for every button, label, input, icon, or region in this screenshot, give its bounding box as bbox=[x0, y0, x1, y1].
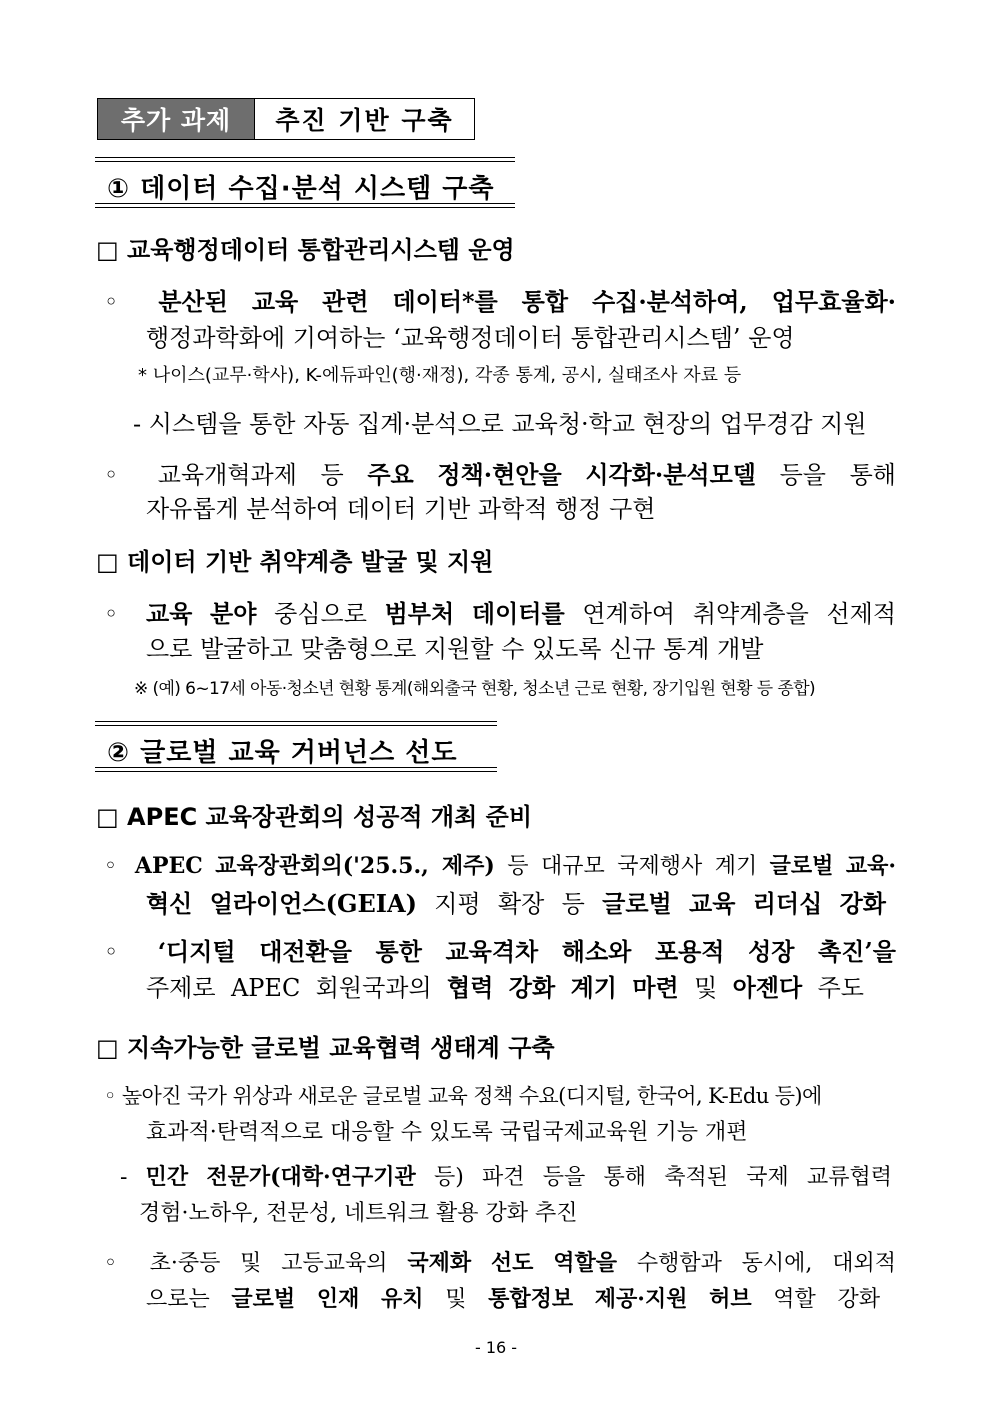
para-2-1-line1: ◦ APEC 교육장관회의('25.5., 제주) 등 대규모 국제행사 계기 글로벌 교육· bbox=[104, 853, 897, 879]
section-heading-1 bbox=[95, 157, 515, 208]
subheading-1-1: □ 교육행정데이터 통합관리시스템 운영 bbox=[96, 236, 515, 264]
para-2-4-line2: 으로는 글로벌 인재 유치 및 통합정보 제공·지원 허브 역할 강화 bbox=[146, 1286, 880, 1312]
para-2-3-line1: ◦ 높아진 국가 위상과 새로운 글로벌 교육 정책 수요(디지털, 한국어, K-Edu 등)에 bbox=[104, 1084, 822, 1108]
dash-2-line1: - 민간 전문가(대학·연구기관 등) 파견 등을 통해 축적된 국제 교류협력 bbox=[120, 1164, 892, 1190]
para-1-3-line1: ◦ 교육 분야 중심으로 범부처 데이터를 연계하여 취약계층을 선제적 bbox=[104, 599, 897, 628]
dash-2-line2: 경험·노하우, 전문성, 네트워크 활용 강화 추진 bbox=[139, 1201, 578, 1226]
para-1-1-line2: 행정과학화에 기여하는 ‘교육행정데이터 통합관리시스템’ 운영 bbox=[146, 324, 795, 352]
para-2-1-line2: 혁신 얼라이언스(GEIA) 지평 확장 등 글로벌 교육 리더십 강화 bbox=[146, 889, 886, 918]
subheading-1-2: □ 데이터 기반 취약계층 발굴 및 지원 bbox=[96, 548, 494, 576]
page-number: - 16 - bbox=[474, 1338, 518, 1357]
para-2-2-line1: ◦ ‘디지털 대전환을 통한 교육격차 해소와 포용적 성장 촉진’을 bbox=[104, 937, 896, 966]
para-1-3-line2: 으로 발굴하고 맞춤형으로 지원할 수 있도록 신규 통계 개발 bbox=[146, 635, 764, 663]
task-category: 추가 과제 bbox=[98, 99, 255, 139]
section-number: ② bbox=[107, 738, 131, 768]
section-number: ① bbox=[107, 174, 131, 204]
task-header bbox=[97, 98, 475, 140]
para-1-1-line1: ◦ 분산된 교육 관련 데이터*를 통합 수집·분석하여, 업무효율화· bbox=[104, 287, 896, 316]
bullet: ◦ bbox=[104, 288, 135, 316]
footnote-1: * 나이스(교무·학사), K-에듀파인(행·재정), 각종 통계, 공시, 실태조사 자료 등 bbox=[138, 365, 742, 386]
subheading-2-2: □ 지속가능한 글로벌 교육협력 생태계 구축 bbox=[96, 1034, 555, 1062]
para-1-2-line1: ◦ 교육개혁과제 등 주요 정책·현안을 시각화·분석모델 등을 통해 bbox=[104, 460, 896, 489]
para-2-2-line2: 주제로 APEC 회원국과의 협력 강화 계기 마련 및 아젠다 주도 bbox=[146, 973, 864, 1002]
para-2-4-line1: ◦ 초·중등 및 고등교육의 국제화 선도 역할을 수행함과 동시에, 대외적 bbox=[104, 1250, 896, 1276]
section-heading-2 bbox=[95, 721, 497, 772]
dash-1: - 시스템을 통한 자동 집계·분석으로 교육청·학교 현장의 업무경감 지원 bbox=[133, 410, 867, 438]
section-title: 글로벌 교육 거버넌스 선도 bbox=[140, 738, 458, 768]
section-title: 데이터 수집·분석 시스템 구축 bbox=[140, 174, 495, 204]
para-2-3-line2: 효과적·탄력적으로 대응할 수 있도록 국립국제교육원 기능 개편 bbox=[146, 1120, 748, 1145]
task-title: 추진 기반 구축 bbox=[275, 106, 454, 135]
footnote-2: ※ (예) 6~17세 아동·청소년 현황 통계(해외출국 현황, 청소년 근로 현황, 장기입원 현황 등 종합) bbox=[134, 679, 816, 699]
subheading-2-1: □ APEC 교육장관회의 성공적 개최 준비 bbox=[96, 803, 533, 831]
para-1-2-line2: 자유롭게 분석하여 데이터 기반 과학적 행정 구현 bbox=[146, 495, 656, 523]
